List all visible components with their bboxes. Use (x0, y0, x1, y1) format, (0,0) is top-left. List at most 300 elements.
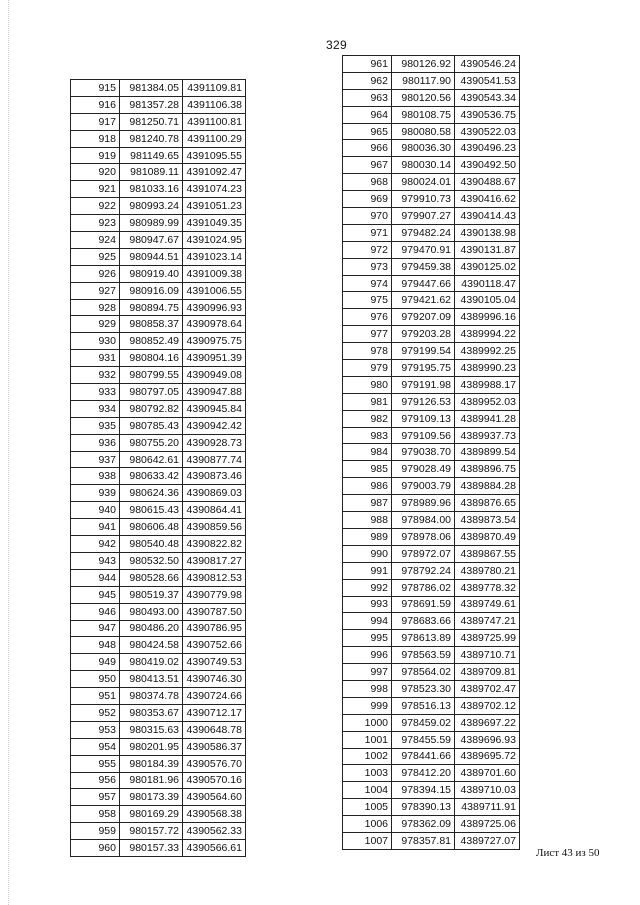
table-row (343, 528, 520, 545)
y-coordinate-cell: 4390546.24 (455, 56, 520, 73)
x-coordinate-cell: 980117.90 (392, 72, 455, 89)
y-coordinate-cell: 4390564.60 (183, 789, 246, 806)
table-row (343, 393, 520, 410)
table-row (71, 80, 246, 97)
y-coordinate-cell: 4389952.03 (455, 393, 520, 410)
point-number-cell: 930 (71, 333, 120, 350)
y-coordinate-cell: 4391109.81 (183, 80, 246, 97)
x-coordinate-cell: 980169.29 (120, 806, 183, 823)
y-coordinate-cell: 4390648.78 (183, 721, 246, 738)
y-coordinate-cell: 4391074.23 (183, 181, 246, 198)
point-number-cell: 943 (71, 552, 120, 569)
y-coordinate-cell: 4390812.53 (183, 569, 246, 586)
point-number-cell: 964 (343, 106, 392, 123)
point-number-cell: 965 (343, 123, 392, 140)
y-coordinate-cell: 4389941.28 (455, 410, 520, 427)
table-row (343, 309, 520, 326)
x-coordinate-cell: 980606.48 (120, 519, 183, 536)
table-row (71, 502, 246, 519)
x-coordinate-cell: 980157.33 (120, 840, 183, 857)
y-coordinate-cell: 4389710.71 (455, 647, 520, 664)
y-coordinate-cell: 4391100.29 (183, 130, 246, 147)
table-row (71, 789, 246, 806)
table-row (71, 147, 246, 164)
y-coordinate-cell: 4390822.82 (183, 536, 246, 553)
x-coordinate-cell: 978412.20 (392, 765, 455, 782)
x-coordinate-cell: 980528.66 (120, 569, 183, 586)
y-coordinate-cell: 4389994.22 (455, 326, 520, 343)
point-number-cell: 923 (71, 215, 120, 232)
point-number-cell: 925 (71, 248, 120, 265)
table-row (71, 232, 246, 249)
y-coordinate-cell: 4389896.75 (455, 461, 520, 478)
y-coordinate-cell: 4390541.53 (455, 72, 520, 89)
point-number-cell: 922 (71, 198, 120, 215)
y-coordinate-cell: 4390131.87 (455, 241, 520, 258)
x-coordinate-cell: 981240.78 (120, 130, 183, 147)
x-coordinate-cell: 980540.48 (120, 536, 183, 553)
x-coordinate-cell: 980419.02 (120, 654, 183, 671)
y-coordinate-cell: 4390125.02 (455, 258, 520, 275)
y-coordinate-cell: 4390996.93 (183, 299, 246, 316)
coordinates-table-left-body (71, 80, 246, 857)
y-coordinate-cell: 4390576.70 (183, 755, 246, 772)
y-coordinate-cell: 4391092.47 (183, 164, 246, 181)
table-row (71, 688, 246, 705)
point-number-cell: 916 (71, 96, 120, 113)
table-row (71, 620, 246, 637)
x-coordinate-cell: 978362.09 (392, 816, 455, 833)
y-coordinate-cell: 4391051.23 (183, 198, 246, 215)
point-number-cell: 934 (71, 400, 120, 417)
y-coordinate-cell: 4389709.81 (455, 664, 520, 681)
table-row (71, 215, 246, 232)
x-coordinate-cell: 980184.39 (120, 755, 183, 772)
table-row (71, 536, 246, 553)
table-row (343, 174, 520, 191)
x-coordinate-cell: 980030.14 (392, 157, 455, 174)
table-row (343, 832, 520, 849)
table-row (343, 191, 520, 208)
table-row (71, 823, 246, 840)
x-coordinate-cell: 980804.16 (120, 350, 183, 367)
point-number-cell: 948 (71, 637, 120, 654)
point-number-cell: 918 (71, 130, 120, 147)
y-coordinate-cell: 4390951.39 (183, 350, 246, 367)
x-coordinate-cell: 980424.58 (120, 637, 183, 654)
y-coordinate-cell: 4390562.33 (183, 823, 246, 840)
table-row (71, 721, 246, 738)
table-row (343, 208, 520, 225)
y-coordinate-cell: 4389867.55 (455, 545, 520, 562)
x-coordinate-cell: 978455.59 (392, 731, 455, 748)
point-number-cell: 981 (343, 393, 392, 410)
x-coordinate-cell: 980157.72 (120, 823, 183, 840)
y-coordinate-cell: 4390945.84 (183, 400, 246, 417)
y-coordinate-cell: 4391049.35 (183, 215, 246, 232)
table-row (343, 360, 520, 377)
x-coordinate-cell: 980413.51 (120, 671, 183, 688)
point-number-cell: 961 (343, 56, 392, 73)
y-coordinate-cell: 4390522.03 (455, 123, 520, 140)
table-row (343, 224, 520, 241)
y-coordinate-cell: 4390570.16 (183, 772, 246, 789)
x-coordinate-cell: 979191.98 (392, 376, 455, 393)
point-number-cell: 988 (343, 512, 392, 529)
table-row (343, 782, 520, 799)
x-coordinate-cell: 980792.82 (120, 400, 183, 417)
table-row (71, 671, 246, 688)
table-row (343, 326, 520, 343)
point-number-cell: 935 (71, 417, 120, 434)
coordinates-table-right (342, 55, 520, 850)
point-number-cell: 942 (71, 536, 120, 553)
y-coordinate-cell: 4389996.16 (455, 309, 520, 326)
y-coordinate-cell: 4390942.42 (183, 417, 246, 434)
x-coordinate-cell: 980858.37 (120, 316, 183, 333)
point-number-cell: 987 (343, 495, 392, 512)
x-coordinate-cell: 979195.75 (392, 360, 455, 377)
table-row (343, 495, 520, 512)
point-number-cell: 952 (71, 704, 120, 721)
sheet-footer: Лист 43 из 50 (536, 847, 600, 859)
y-coordinate-cell: 4390536.75 (455, 106, 520, 123)
point-number-cell: 950 (71, 671, 120, 688)
y-coordinate-cell: 4390928.73 (183, 434, 246, 451)
table-row (71, 198, 246, 215)
x-coordinate-cell: 978459.02 (392, 714, 455, 731)
x-coordinate-cell: 980797.05 (120, 384, 183, 401)
point-number-cell: 945 (71, 586, 120, 603)
table-row (343, 765, 520, 782)
table-row (71, 806, 246, 823)
x-coordinate-cell: 978989.96 (392, 495, 455, 512)
point-number-cell: 974 (343, 275, 392, 292)
table-row (343, 562, 520, 579)
table-row (71, 603, 246, 620)
x-coordinate-cell: 980080.58 (392, 123, 455, 140)
point-number-cell: 989 (343, 528, 392, 545)
y-coordinate-cell: 4390586.37 (183, 738, 246, 755)
y-coordinate-cell: 4390568.38 (183, 806, 246, 823)
point-number-cell: 993 (343, 596, 392, 613)
x-coordinate-cell: 980493.00 (120, 603, 183, 620)
table-row (71, 113, 246, 130)
point-number-cell: 973 (343, 258, 392, 275)
point-number-cell: 977 (343, 326, 392, 343)
x-coordinate-cell: 978786.02 (392, 579, 455, 596)
point-number-cell: 991 (343, 562, 392, 579)
x-coordinate-cell: 980916.09 (120, 282, 183, 299)
point-number-cell: 990 (343, 545, 392, 562)
table-row (343, 664, 520, 681)
table-row (71, 654, 246, 671)
y-coordinate-cell: 4389870.49 (455, 528, 520, 545)
x-coordinate-cell: 978691.59 (392, 596, 455, 613)
table-row (343, 731, 520, 748)
x-coordinate-cell: 978792.24 (392, 562, 455, 579)
y-coordinate-cell: 4390864.41 (183, 502, 246, 519)
point-number-cell: 944 (71, 569, 120, 586)
y-coordinate-cell: 4389701.60 (455, 765, 520, 782)
point-number-cell: 975 (343, 292, 392, 309)
point-number-cell: 938 (71, 468, 120, 485)
table-row (343, 816, 520, 833)
x-coordinate-cell: 979109.56 (392, 427, 455, 444)
x-coordinate-cell: 979447.66 (392, 275, 455, 292)
x-coordinate-cell: 980755.20 (120, 434, 183, 451)
table-row (343, 376, 520, 393)
y-coordinate-cell: 4390566.61 (183, 840, 246, 857)
table-row (71, 738, 246, 755)
y-coordinate-cell: 4390859.56 (183, 519, 246, 536)
point-number-cell: 966 (343, 140, 392, 157)
y-coordinate-cell: 4390752.66 (183, 637, 246, 654)
table-row (343, 697, 520, 714)
y-coordinate-cell: 4389876.65 (455, 495, 520, 512)
x-coordinate-cell: 979907.27 (392, 208, 455, 225)
x-coordinate-cell: 979003.79 (392, 478, 455, 495)
point-number-cell: 926 (71, 265, 120, 282)
table-row (71, 181, 246, 198)
y-coordinate-cell: 4389937.73 (455, 427, 520, 444)
point-number-cell: 969 (343, 191, 392, 208)
x-coordinate-cell: 980993.24 (120, 198, 183, 215)
table-row (343, 680, 520, 697)
y-coordinate-cell: 4390488.67 (455, 174, 520, 191)
x-coordinate-cell: 981357.28 (120, 96, 183, 113)
table-row (343, 630, 520, 647)
table-row (343, 123, 520, 140)
table-row (343, 72, 520, 89)
point-number-cell: 927 (71, 282, 120, 299)
table-row (71, 367, 246, 384)
table-row (343, 275, 520, 292)
x-coordinate-cell: 979109.13 (392, 410, 455, 427)
table-row (71, 316, 246, 333)
x-coordinate-cell: 980126.92 (392, 56, 455, 73)
point-number-cell: 963 (343, 89, 392, 106)
table-row (343, 545, 520, 562)
point-number-cell: 976 (343, 309, 392, 326)
point-number-cell: 971 (343, 224, 392, 241)
y-coordinate-cell: 4390978.64 (183, 316, 246, 333)
point-number-cell: 917 (71, 113, 120, 130)
table-row (71, 265, 246, 282)
point-number-cell: 941 (71, 519, 120, 536)
x-coordinate-cell: 981384.05 (120, 80, 183, 97)
point-number-cell: 967 (343, 157, 392, 174)
x-coordinate-cell: 980624.36 (120, 485, 183, 502)
point-number-cell: 986 (343, 478, 392, 495)
y-coordinate-cell: 4390949.08 (183, 367, 246, 384)
table-row (71, 299, 246, 316)
x-coordinate-cell: 979459.38 (392, 258, 455, 275)
point-number-cell: 1007 (343, 832, 392, 849)
point-number-cell: 1004 (343, 782, 392, 799)
x-coordinate-cell: 980799.55 (120, 367, 183, 384)
point-number-cell: 979 (343, 360, 392, 377)
table-row (343, 647, 520, 664)
x-coordinate-cell: 981149.65 (120, 147, 183, 164)
point-number-cell: 915 (71, 80, 120, 97)
y-coordinate-cell: 4389702.47 (455, 680, 520, 697)
table-row (71, 586, 246, 603)
y-coordinate-cell: 4390786.95 (183, 620, 246, 637)
table-row (343, 714, 520, 731)
point-number-cell: 921 (71, 181, 120, 198)
point-number-cell: 962 (343, 72, 392, 89)
x-coordinate-cell: 980024.01 (392, 174, 455, 191)
x-coordinate-cell: 980894.75 (120, 299, 183, 316)
y-coordinate-cell: 4390105.04 (455, 292, 520, 309)
table-row (71, 130, 246, 147)
x-coordinate-cell: 980201.95 (120, 738, 183, 755)
point-number-cell: 946 (71, 603, 120, 620)
table-row (343, 613, 520, 630)
y-coordinate-cell: 4389749.61 (455, 596, 520, 613)
table-row (71, 755, 246, 772)
table-row (343, 258, 520, 275)
y-coordinate-cell: 4390543.34 (455, 89, 520, 106)
point-number-cell: 959 (71, 823, 120, 840)
x-coordinate-cell: 980181.96 (120, 772, 183, 789)
x-coordinate-cell: 980532.50 (120, 552, 183, 569)
table-row (343, 478, 520, 495)
table-row (343, 89, 520, 106)
table-row (343, 292, 520, 309)
scan-margin-line (8, 0, 10, 905)
x-coordinate-cell: 978357.81 (392, 832, 455, 849)
table-row (71, 282, 246, 299)
y-coordinate-cell: 4391024.95 (183, 232, 246, 249)
table-row (343, 461, 520, 478)
point-number-cell: 1003 (343, 765, 392, 782)
y-coordinate-cell: 4390947.88 (183, 384, 246, 401)
table-row (343, 241, 520, 258)
y-coordinate-cell: 4389711.91 (455, 799, 520, 816)
point-number-cell: 972 (343, 241, 392, 258)
table-row (343, 596, 520, 613)
table-row (71, 451, 246, 468)
y-coordinate-cell: 4389725.99 (455, 630, 520, 647)
x-coordinate-cell: 978563.59 (392, 647, 455, 664)
coordinates-table-left (70, 79, 246, 857)
y-coordinate-cell: 4390416.62 (455, 191, 520, 208)
point-number-cell: 956 (71, 772, 120, 789)
table-row (343, 106, 520, 123)
point-number-cell: 939 (71, 485, 120, 502)
point-number-cell: 951 (71, 688, 120, 705)
table-row (71, 333, 246, 350)
point-number-cell: 982 (343, 410, 392, 427)
y-coordinate-cell: 4389990.23 (455, 360, 520, 377)
point-number-cell: 928 (71, 299, 120, 316)
table-row (71, 164, 246, 181)
point-number-cell: 919 (71, 147, 120, 164)
x-coordinate-cell: 980633.42 (120, 468, 183, 485)
x-coordinate-cell: 980519.37 (120, 586, 183, 603)
point-number-cell: 949 (71, 654, 120, 671)
y-coordinate-cell: 4389695.72 (455, 748, 520, 765)
x-coordinate-cell: 979482.24 (392, 224, 455, 241)
x-coordinate-cell: 980989.99 (120, 215, 183, 232)
x-coordinate-cell: 980120.56 (392, 89, 455, 106)
point-number-cell: 999 (343, 697, 392, 714)
point-number-cell: 1000 (343, 714, 392, 731)
x-coordinate-cell: 980944.51 (120, 248, 183, 265)
x-coordinate-cell: 978516.13 (392, 697, 455, 714)
point-number-cell: 1001 (343, 731, 392, 748)
point-number-cell: 957 (71, 789, 120, 806)
point-number-cell: 980 (343, 376, 392, 393)
point-number-cell: 931 (71, 350, 120, 367)
y-coordinate-cell: 4389725.06 (455, 816, 520, 833)
point-number-cell: 933 (71, 384, 120, 401)
y-coordinate-cell: 4389780.21 (455, 562, 520, 579)
y-coordinate-cell: 4390787.50 (183, 603, 246, 620)
point-number-cell: 940 (71, 502, 120, 519)
table-row (343, 444, 520, 461)
x-coordinate-cell: 978683.66 (392, 613, 455, 630)
y-coordinate-cell: 4389884.28 (455, 478, 520, 495)
point-number-cell: 953 (71, 721, 120, 738)
point-number-cell: 937 (71, 451, 120, 468)
point-number-cell: 995 (343, 630, 392, 647)
table-row (343, 748, 520, 765)
y-coordinate-cell: 4391100.81 (183, 113, 246, 130)
y-coordinate-cell: 4389702.12 (455, 697, 520, 714)
y-coordinate-cell: 4390118.47 (455, 275, 520, 292)
point-number-cell: 984 (343, 444, 392, 461)
table-row (343, 140, 520, 157)
y-coordinate-cell: 4390975.75 (183, 333, 246, 350)
point-number-cell: 960 (71, 840, 120, 857)
x-coordinate-cell: 979470.91 (392, 241, 455, 258)
point-number-cell: 985 (343, 461, 392, 478)
x-coordinate-cell: 980919.40 (120, 265, 183, 282)
x-coordinate-cell: 979910.73 (392, 191, 455, 208)
point-number-cell: 997 (343, 664, 392, 681)
x-coordinate-cell: 980642.61 (120, 451, 183, 468)
x-coordinate-cell: 980486.20 (120, 620, 183, 637)
y-coordinate-cell: 4389747.21 (455, 613, 520, 630)
y-coordinate-cell: 4389899.54 (455, 444, 520, 461)
x-coordinate-cell: 980615.43 (120, 502, 183, 519)
y-coordinate-cell: 4390877.74 (183, 451, 246, 468)
table-row (71, 384, 246, 401)
y-coordinate-cell: 4390138.98 (455, 224, 520, 241)
x-coordinate-cell: 980353.67 (120, 704, 183, 721)
point-number-cell: 947 (71, 620, 120, 637)
x-coordinate-cell: 980315.63 (120, 721, 183, 738)
point-number-cell: 992 (343, 579, 392, 596)
x-coordinate-cell: 981089.11 (120, 164, 183, 181)
page-number: 329 (326, 38, 347, 52)
x-coordinate-cell: 979199.54 (392, 343, 455, 360)
x-coordinate-cell: 978394.15 (392, 782, 455, 799)
x-coordinate-cell: 981250.71 (120, 113, 183, 130)
x-coordinate-cell: 978441.66 (392, 748, 455, 765)
x-coordinate-cell: 980036.30 (392, 140, 455, 157)
table-row (343, 799, 520, 816)
table-row (71, 468, 246, 485)
point-number-cell: 954 (71, 738, 120, 755)
table-row (343, 579, 520, 596)
point-number-cell: 970 (343, 208, 392, 225)
table-row (343, 56, 520, 73)
table-row (71, 519, 246, 536)
